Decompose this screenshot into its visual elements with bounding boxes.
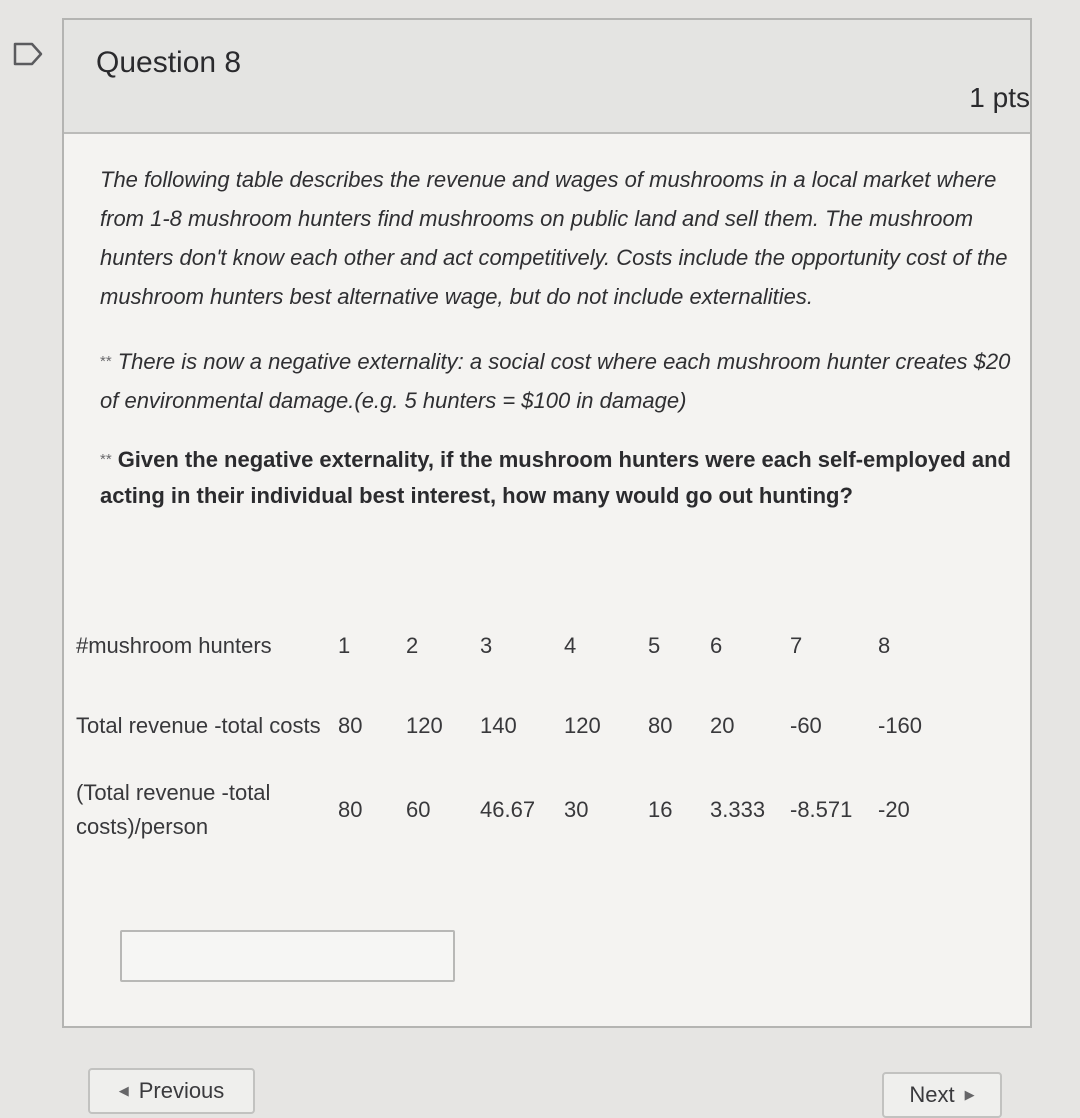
table-cell: 30 xyxy=(564,797,589,822)
table-cell: 3 xyxy=(480,633,493,658)
table-cell: 80 xyxy=(338,797,363,822)
table-row-net-total xyxy=(76,684,948,768)
externality-note xyxy=(100,342,1020,420)
prompt-marker: ** xyxy=(100,451,112,468)
question-body xyxy=(100,160,1020,514)
table-cell: 120 xyxy=(564,713,601,738)
table-cell: -20 xyxy=(878,797,910,822)
table-cell: 5 xyxy=(648,633,661,658)
table-cell: 16 xyxy=(648,797,673,822)
hunters-table xyxy=(76,608,948,852)
table-cell: 2 xyxy=(406,633,419,658)
question-card xyxy=(62,18,1032,1028)
table-cell: 60 xyxy=(406,797,431,822)
table-cell: 7 xyxy=(790,633,803,658)
externality-marker: ** xyxy=(100,353,112,370)
table-cell: 1 xyxy=(338,633,351,658)
table-cell: 46.67 xyxy=(480,797,536,822)
prompt-text: Given the negative externality, if the mushroom hunters were each self-employed and acting in their individual best interest, how many would go out hunting? xyxy=(100,447,1011,508)
answer-input[interactable] xyxy=(120,930,455,982)
table-cell: -160 xyxy=(878,713,923,738)
question-intro: The following table describes the revenue and wages of mushrooms in a local market where from 1-8 mushroom hunters find mushrooms on public land and sell them. The mushroom hunters don't know each other and act competitively. Costs include the opportunity cost of the mushroom hunters best alternative wage, but do not include externalities. xyxy=(100,167,1008,309)
question-points: 1 pts xyxy=(969,82,1030,113)
table-cell: 3.333 xyxy=(710,797,766,822)
table-cell: 120 xyxy=(406,713,443,738)
externality-text: There is now a negative externality: a social cost where each mushroom hunter creates $20 of environmental damage.(e.g. 5 hunters = $100 in damage) xyxy=(100,349,1011,413)
bookmark-icon[interactable] xyxy=(12,40,44,68)
question-prompt xyxy=(100,442,1020,514)
table-row-hunters xyxy=(76,608,948,684)
table-cell: 140 xyxy=(480,713,517,738)
table-cell: -8.571 xyxy=(790,797,853,822)
table-cell: 8 xyxy=(878,633,891,658)
next-label: Next xyxy=(909,1082,955,1107)
row-label: #mushroom hunters xyxy=(76,633,272,658)
triangle-right-icon: ▶ xyxy=(964,1087,975,1102)
table-cell: 6 xyxy=(710,633,723,658)
row-label: (Total revenue -total costs)/person xyxy=(76,780,271,839)
previous-button[interactable] xyxy=(88,1068,255,1114)
question-header xyxy=(64,20,1030,134)
table-cell: 4 xyxy=(564,633,577,658)
previous-label: Previous xyxy=(138,1078,225,1103)
table-cell: 80 xyxy=(648,713,673,738)
table-cell: 20 xyxy=(710,713,735,738)
table-cell: 80 xyxy=(338,713,363,738)
next-button[interactable] xyxy=(882,1072,1002,1118)
question-title: Question 8 xyxy=(96,46,242,79)
table-cell: -60 xyxy=(790,713,822,738)
table-row-per-person xyxy=(76,768,948,852)
row-label: Total revenue -total costs xyxy=(76,713,321,738)
triangle-left-icon: ◀ xyxy=(118,1083,129,1098)
